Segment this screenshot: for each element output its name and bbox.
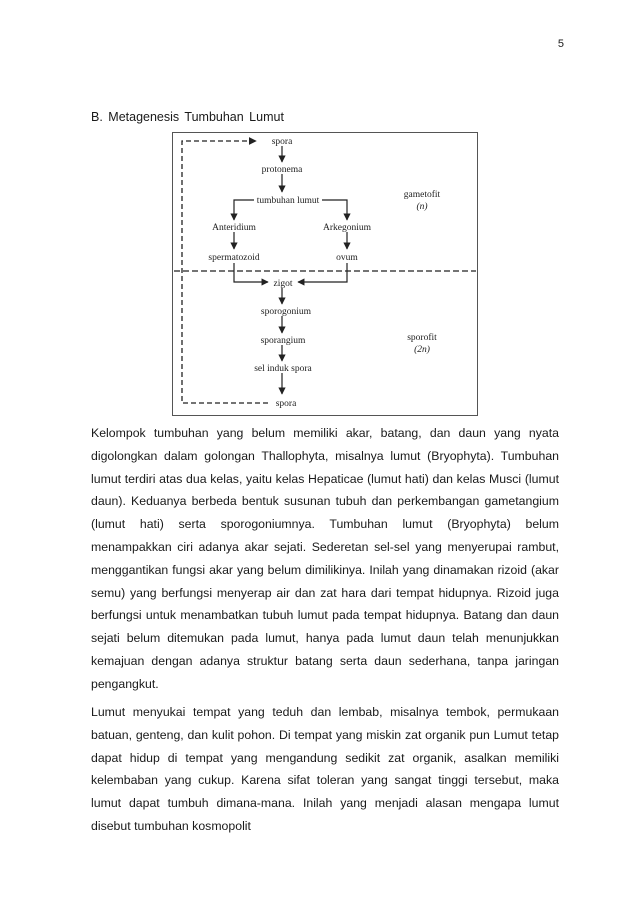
node-spora-bottom: spora — [275, 399, 297, 409]
diagram-frame — [173, 133, 478, 416]
node-spermatozoid: spermatozoid — [208, 253, 260, 263]
metagenesis-diagram-svg — [172, 132, 478, 416]
metagenesis-diagram — [172, 132, 478, 416]
phase-sporofit: sporofit — [407, 333, 437, 343]
phase-sporofit-ploidy: (2n) — [414, 345, 430, 355]
node-protonema: protonema — [261, 165, 303, 175]
phase-gametofit-ploidy: (n) — [416, 202, 428, 212]
node-sporogonium: sporogonium — [260, 307, 312, 317]
node-sel-induk-spora: sel induk spora — [254, 364, 312, 374]
node-ovum: ovum — [336, 253, 358, 263]
node-tumbuhan-lumut: tumbuhan lumut — [256, 196, 320, 206]
phase-gametofit: gametofit — [403, 190, 441, 200]
arrow-spermatozoid-zigot — [234, 263, 268, 282]
arrow-to-arkegonium — [322, 200, 347, 220]
paragraph-1: Kelompok tumbuhan yang belum memiliki akar, batang, dan daun yang nyata digolongkan dalam golongan Thallophyta, misalnya lumut (Bryophyta). Tumbuhan lumut terdiri atas dua kelas, yaitu kelas Hepaticae (lumut hati) dan kelas Musci (lumut daun). Keduanya berbeda bentuk susunan tubuh dan perkembangan gametangium (lumut hati) serta sporogoniumnya. Tumbuhan lumut (Bryophyta) belum menampakkan ciri adanya akar sejati. Sederetan sel-sel yang menyerupai rambut, menggantikan fungsi akar yang belum dimilikinya. Inilah yang dinamakan rizoid (akar semu) yang berfungsi menyerap air dan zat hara dari tempat hidupnya. Rizoid juga berfungsi untuk menambatkan tubuh lumut pada tempat hidupnya. Batang dan daun sejati belum ditemukan pada lumut, hanya pada lumut daun telah menunjukkan kemajuan dengan adanya struktur batang serta daun sederhana, tanpa jaringan pengangkut. — [91, 426, 559, 691]
section-heading: B. Metagenesis Tumbuhan Lumut — [91, 110, 284, 124]
paragraph-2: Lumut menyukai tempat yang teduh dan lembab, misalnya tembok, permukaan batuan, genteng, dan kulit pohon. Di tempat yang miskin zat organik pun Lumut tetap dapat hidup di tempat yang mengandung sedikit zat organik, asalkan memiliki kelembaban yang cukup. Karena sifat toleran yang sangat tinggi tersebut, maka lumut dapat tumbuh dimana-mana. Inilah yang menjadi alasan mengapa lumut disebut tumbuhan kosmopolit — [91, 705, 559, 833]
page-number: 5 — [557, 38, 564, 50]
node-zigot: zigot — [273, 279, 293, 289]
node-sporangium: sporangium — [260, 336, 306, 346]
node-spora-top: spora — [271, 137, 293, 147]
node-arkegonium: Arkegonium — [322, 223, 372, 233]
arrow-to-anteridium — [234, 200, 254, 220]
node-anteridium: Anteridium — [212, 223, 256, 233]
arrow-ovum-zigot — [298, 263, 347, 282]
